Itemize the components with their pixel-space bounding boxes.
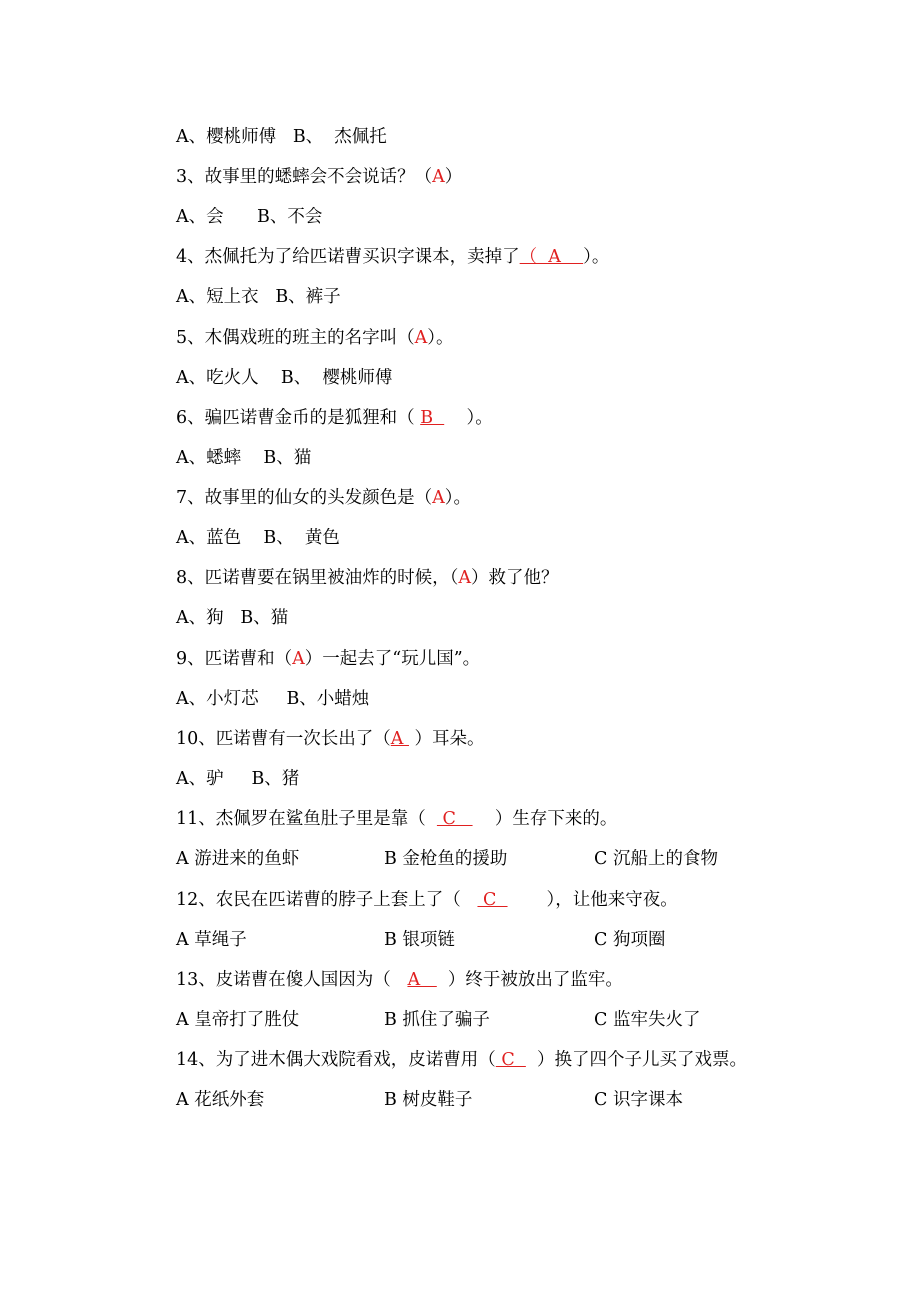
question-text-end: ）耳朵。: [408, 729, 485, 749]
q11-options: [176, 846, 876, 872]
q13-options: [176, 1007, 876, 1033]
question-5: [176, 325, 454, 351]
option-a: A 游进来的鱼虾: [176, 849, 300, 869]
question-text-end: ）。: [444, 408, 493, 428]
option-c: C 沉船上的食物: [594, 849, 718, 869]
option-b: B 银项链: [384, 930, 455, 950]
q7-options: A、蓝色 B、 黄色: [176, 528, 340, 548]
q9-options: A、小灯芯 B、小蜡烛: [176, 689, 370, 709]
question-text: 9、匹诺曹和（: [176, 649, 293, 669]
question-text: 8、匹诺曹要在锅里被油炸的时候，（: [176, 568, 459, 588]
question-6: [176, 405, 493, 431]
answer: A: [458, 568, 472, 588]
answer: C: [477, 890, 508, 910]
question-text: 12、农民在匹诺曹的脖子上套上了（: [176, 890, 478, 910]
question-12: [176, 887, 678, 913]
option-a: A 皇帝打了胜仗: [176, 1010, 300, 1030]
option-b: B 金枪鱼的援助: [384, 849, 508, 869]
answer: C: [436, 809, 473, 829]
q4-options: A、短上衣 B、裤子: [176, 287, 341, 307]
answer: C: [495, 1050, 526, 1070]
question-text-end: ）: [444, 167, 463, 187]
question-text: 5、木偶戏班的班主的名字叫（: [176, 328, 415, 348]
question-13: [176, 967, 623, 993]
answer: B: [420, 408, 445, 428]
answer: A: [432, 488, 445, 508]
answer: A: [407, 970, 437, 990]
question-7: [176, 485, 471, 511]
question-3: [176, 164, 462, 190]
option-a: A 草绳子: [176, 930, 247, 950]
question-9: [176, 646, 480, 672]
question-text-end: ）终于被放出了监牢。: [436, 970, 623, 990]
question-text-end: ），让他来守夜。: [507, 890, 678, 910]
option-c: C 狗项圈: [594, 930, 666, 950]
question-text-end: ）生存下来的。: [472, 809, 618, 829]
question-text: 13、皮诺曹在傻人国因为（: [176, 970, 408, 990]
question-11: [176, 806, 617, 832]
question-text: 11、杰佩罗在鲨鱼肚子里是靠（: [176, 809, 437, 829]
question-text: 14、为了进木偶大戏院看戏，皮诺曹用（: [176, 1050, 496, 1070]
question-text: 3、故事里的蟋蟀会不会说话？（: [176, 167, 433, 187]
answer: A: [414, 328, 428, 348]
question-text-end: ）。: [427, 328, 454, 348]
question-text: 6、骗匹诺曹金币的是狐狸和（: [176, 408, 421, 428]
option-c: C 监牢失火了: [594, 1010, 701, 1030]
answer: A: [432, 167, 445, 187]
q2-options: A、樱桃师傅 B、 杰佩托: [176, 127, 387, 147]
q12-options: [176, 927, 876, 953]
question-text-end: ）。: [583, 247, 610, 267]
q14-options: [176, 1087, 876, 1113]
answer: A: [292, 649, 305, 669]
q6-options: A、蟋蟀 B、猫: [176, 448, 312, 468]
question-text: 4、杰佩托为了给匹诺曹买识字课本，卖掉了: [176, 247, 520, 267]
question-8: [176, 565, 559, 591]
q8-options: A、狗 B、猫: [176, 608, 289, 628]
question-text: 10、匹诺曹有一次长出了（: [176, 729, 391, 749]
question-text-end: ）救了他？: [471, 568, 559, 588]
question-10: [176, 726, 485, 752]
question-text-end: ）一起去了“玩儿国”。: [304, 649, 481, 669]
option-b: B 树皮鞋子: [384, 1090, 473, 1110]
option-c: C 识字课本: [594, 1090, 683, 1110]
question-text: 7、故事里的仙女的头发颜色是（: [176, 488, 433, 508]
q5-options: A、吃火人 B、 樱桃师傅: [176, 368, 393, 388]
option-b: B 抓住了骗子: [384, 1010, 490, 1030]
answer: A: [390, 729, 409, 749]
question-text-end: ）。: [444, 488, 472, 508]
q3-options: A、会 B、不会: [176, 207, 323, 227]
question-text-end: ）换了四个子儿买了戏票。: [525, 1050, 747, 1070]
answer: （ A: [519, 247, 584, 267]
q10-options: A、驴 B、猪: [176, 769, 300, 789]
option-a: A 花纸外套: [176, 1090, 265, 1110]
question-4: [176, 244, 609, 270]
question-14: [176, 1047, 747, 1073]
